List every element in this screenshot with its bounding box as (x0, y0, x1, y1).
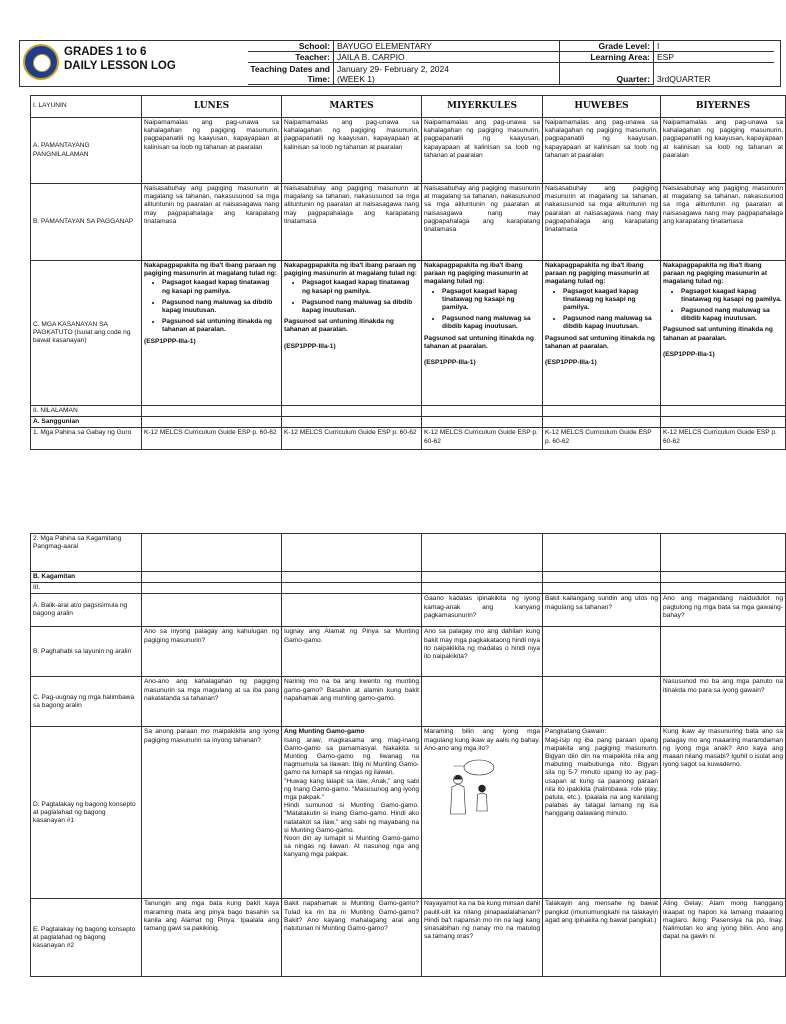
cell-c-bullet-2: • Pagsunod nang maluwag sa dibdib kapag inuutusan. (563, 315, 658, 331)
teacher-value: JAILA B. CARPIO (334, 52, 560, 63)
kagamitan-label: B. Kagamitan (31, 572, 142, 583)
header-info-grid (248, 41, 774, 85)
empty-cell (422, 406, 543, 417)
cell-c-bullet-3-text: Pagsunod sat untuning itinakda ng tahanan at paaralan. (663, 326, 773, 342)
empty-cell (543, 406, 661, 417)
cell-pe-miyerkules: Nayayamot ka na ba kung minsan dahil paulit-ulit ka nilang pinapaalalahanan? Hindi ba't napansin mo rin na lagi kang sinasabihan ng nanay mo na matulog sa tamang oras? (422, 899, 543, 977)
day-header-biyernes: BIYERNES (661, 96, 786, 118)
cell-c-lunes (142, 261, 282, 406)
cell-c-code: (ESP1PPP-IIIa-1) (545, 359, 597, 367)
cell-a-lunes: Naipamamalas ang pag-unawa sa kahalagahan ng pagiging masunurin, pagpapanatili ng kaayusan, kapayapaan at kalinisan sa loob ng tahanan at paaralan (142, 118, 282, 184)
empty-cell (422, 677, 543, 727)
grade-level-label: Grade Level: (560, 41, 654, 52)
header-block (19, 40, 781, 87)
mother-body (451, 784, 466, 814)
balik-aral-label: A. Balik-aral at/o pagsisimula ng bagong aralin (31, 594, 142, 627)
cell-c-code: (ESP1PPP-IIIa-1) (284, 342, 336, 350)
title-line-1: GRADES 1 to 6 (64, 46, 147, 58)
cell-pd-lunes: Sa anong paraan mo maipakikita ang iyong pagiging masunurin sa inyong tahanan? (142, 727, 282, 899)
cell-c-miyerkules (422, 261, 543, 406)
school-value: BAYUGO ELEMENTARY (334, 41, 560, 52)
child-head (478, 785, 486, 793)
empty-cell (661, 417, 786, 428)
document-title (64, 45, 176, 73)
empty-cell (661, 572, 786, 583)
cell-b-lunes: Naisasabuhay ang pagiging masunurin at magalang sa tahanan, nakasusunod sa mga alituntunin ng paaralan at naisasagawa nang may pagpapahalaga ang karapatang tinatamasa (142, 184, 282, 261)
story-paragraph-2: "Huwag kang lalapit sa ilaw, Anak," ang sabi ng Inang Gamo-gamo. "Masusunog ang iyong mga pakpak." (284, 777, 419, 802)
cell-pc-lunes: Ano-ano ang kahalagahan ng pagiging masunurin sa mga magulang at sa iba pang nakatatanda sa tahanan? (142, 677, 282, 727)
cell-b-huwebes: Naisasabuhay ang pagiging masunurin at magalang sa tahanan, nakasusunod sa mga alituntunin ng paaralan at naisasagawa nang may pagpapahalaga ang karapatang tinatamasa (543, 184, 661, 261)
day-header-lunes: LUNES (142, 96, 282, 118)
empty-cell (282, 406, 422, 417)
cell-a-huwebes: Naipamamalas ang pag-unawa sa kahalagahan ng pagiging masunurin, pagpapanatili ng kaayusan, kapayapaan at kalinisan sa loob ng tahanan at paaralan (543, 118, 661, 184)
empty-cell (543, 417, 661, 428)
cell-c-bullet-2: • Pagsunod nang maluwag sa dibdib kapag inuutusan. (442, 315, 540, 331)
empty-cell (142, 572, 282, 583)
story-paragraph-3: Hindi sumunod si Munting Gamo-gamo. "Matatakutin si Inang Gamo-gamo. Hindi ako natatakot sa ilaw," ang sabi ng mayabang na si Munting Gamo-gamo. (284, 802, 419, 834)
cell-c-bullet-1: • Pagsagot kaagad kapag tinatawag ng kasapi ng pamilya. (162, 279, 279, 295)
cell-a-martes: Naipamamalas ang pag-unawa sa kahalagahan ng pagiging masunurin, pagpapanatili ng kaayusan, kapayapaan at kalinisan sa loob ng tahanan at paaralan (282, 118, 422, 184)
cell-a-biyernes: Naipamamalas ang pag-unawa sa kahalagahan ng pagiging masunurin, pagpapanatili ng kaayusan, kapayapaan at kalinisan sa loob ng tahanan at paaralan (661, 118, 786, 184)
deped-seal-icon (23, 44, 59, 80)
lesson-table-part-2 (30, 533, 786, 977)
kasanayan-sa-pagkatuto-label: C. MGA KASANAYAN SA PAGKATUTO (Isulat ang code ng bawat kasanayan) (31, 261, 142, 406)
quarter-label: Quarter: (560, 63, 654, 85)
sanggunian-label: A. Sanggunian (31, 417, 142, 428)
cell-c-intro: Nakapagpapakita ng iba't ibang paraan ng pagiging masunurin at magalang tulad ng: (144, 262, 277, 278)
activity-title: Pangkatang Gawain: (545, 728, 607, 736)
empty-cell (282, 572, 422, 583)
dates-label-line-1: Teaching Dates and (250, 64, 330, 74)
cell-gabay-biyernes: K-12 MELCS Curriculum Guide ESP p. 60-62 (661, 428, 786, 450)
cell-b-miyerkules: Naisasabuhay ang pagiging masunurin at magalang sa tahanan, nakasusunod sa mga alituntunin ng paaralan at naisasagawa nang may pagpapahalaga ang karapatang tinatamasa (422, 184, 543, 261)
empty-cell (543, 677, 661, 727)
learning-area-value: ESP (654, 52, 774, 63)
cell-c-bullet-1: • Pagsagot kaagad kapag tinatawag ng kasapi ng pamilya. (563, 288, 658, 313)
pamantayan-sa-pagganap-label: B. PAMANTAYAN SA PAGGANAP (31, 184, 142, 261)
cell-c-intro: Nakapagpapakita ng iba't ibang paraan ng pagiging masunurin at magalang tulad ng: (545, 262, 650, 286)
cell-gabay-martes: K-12 MELCS Curriculum Guide ESP p. 60-62 (282, 428, 422, 450)
cell-c-bullet-2: • Pagsunod nang maluwag sa dibdib kapag inuutusan. (162, 299, 279, 315)
cell-pd-miyerkules (422, 727, 543, 899)
empty-cell (142, 417, 282, 428)
cell-c-bullet-1: • Pagsagot kaagad kapag tinatawag ng kasapi ng pamilya. (302, 279, 419, 295)
pag-uugnay-label: C. Pag-uugnay ng mga halimbawa sa bagong aralin (31, 677, 142, 727)
speech-bubble (464, 760, 494, 775)
cell-c-code: (ESP1PPP-IIIa-1) (144, 337, 196, 345)
day-header-miyerkules: MIYERKULES (422, 96, 543, 118)
title-line-2: DAILY LESSON LOG (64, 60, 176, 72)
empty-cell (543, 534, 661, 572)
cell-c-martes (282, 261, 422, 406)
school-label: School: (248, 41, 334, 52)
empty-cell (422, 534, 543, 572)
cell-c-intro: Nakapagpapakita ng iba't ibang paraan ng pagiging masunurin at magalang tulad ng: (284, 262, 417, 278)
gabay-ng-guro-label: 1. Mga Pahina sa Gabay ng Guro (31, 428, 142, 450)
kagamitang-pangmag-aaral-label: 2. Mga Pahina sa Kagamitang Pangmag-aaral (31, 534, 142, 572)
cell-c-bullet-3-text: Pagsunod sat untuning itinakda ng tahanan at paaralan. (545, 334, 655, 350)
empty-cell (282, 534, 422, 572)
cell-c-bullet-3-text: Pagsunod sat untuning itinakda ng tahanan at paaralan. (424, 334, 534, 350)
empty-cell (282, 583, 422, 594)
pamantayang-pangnilalaman-label: A. PAMANTAYANG PANGNILALAMAN (31, 118, 142, 184)
cell-pb-lunes: Ano sa inyong palagay ang kahulugan ng pagiging masunurin? (142, 627, 282, 677)
cell-pe-martes: Bakit napahamak si Munting Gamo-gamo? Tulad ka rin ba ni Munting Gamo-gamo? Bakit? Ano kayang mahalagang aral ang natutunan ni Munting Gamo-gamo? (282, 899, 422, 977)
cell-c-bullet-1: • Pagsagot kaagad kapag tinatawag ng kasapi ng pamilya. (681, 288, 783, 304)
cell-c-bullet-1: • Pagsagot kaagad kapag tinatawag ng kasapi ng pamilya. (442, 288, 540, 313)
pagtalakay-1-label: D. Pagtalakay ng bagong konsepto at paglalahad ng bagong kasanayan #1 (31, 727, 142, 899)
learning-area-label: Learning Area: (560, 52, 654, 63)
pagtalakay-2-label: E. Pagtalakay ng bagong konsepto at paglalahad ng bagong kasanayan #2 (31, 899, 142, 977)
nilalaman-label: II. NILALAMAN (31, 406, 142, 417)
empty-cell (142, 406, 282, 417)
cell-pb-martes: Iugnay ang Alamat ng Pinya sa Munting Gamo-gamo. (282, 627, 422, 677)
story-paragraph-4: Noon din ay lumapit si Munting Gamo-gamo sa ningas ng ilawan. At nasunog nga ang kanyang mga pakpak. (284, 835, 419, 859)
cell-c-bullet-2: • Pagsunod nang maluwag sa dibdib kapag inuutusan. (681, 307, 783, 323)
cell-c-code: (ESP1PPP-IIIa-1) (663, 350, 715, 358)
iii-label: III. (31, 583, 142, 594)
empty-cell (422, 417, 543, 428)
day-header-martes: MARTES (282, 96, 422, 118)
empty-cell (661, 406, 786, 417)
cell-c-bullet-2: • Pagsunod nang maluwag sa dibdib kapag inuutusan. (302, 299, 419, 315)
cell-pd-biyernes: Kung ikaw ay masunuring bata ano sa palagay mo ang maaaring maramdaman ng iyong mga anak? Ano kaya ang maaari nilang masabi? Iguhit o isulat ang iyong sagot sa kuwaderno. (661, 727, 786, 899)
empty-cell (543, 583, 661, 594)
dates-label (248, 63, 334, 85)
cell-c-bullet-3-text: Pagsunod sat untuning itinakda ng tahanan at paaralan. (284, 318, 394, 334)
empty-cell (543, 572, 661, 583)
cell-pa-huwebes: Bakit kailangang sundin ang utos ng magulang sa tahanan? (543, 594, 661, 627)
empty-cell (661, 534, 786, 572)
teacher-label: Teacher: (248, 52, 334, 63)
dates-label-line-2: Time: (307, 74, 330, 84)
empty-cell (142, 594, 282, 627)
cell-c-intro: Nakapagpapakita ng iba't ibang paraan ng pagiging masunurin at magalang tulad ng: (663, 262, 768, 286)
child-body (477, 793, 488, 811)
story-paragraph-1: Isang araw, magkasama ang mag-inang Gamo-gamo sa pamamasyal. Nakakita si Munting Gamo-gamo ng liwanag na nagmumula sa ilawan. Ibig ni Munting Gamo-gamo na lumapit sa ningas ng ilawan. (284, 736, 419, 777)
cell-gabay-miyerkules: K-12 MELCS Curriculum Guide ESP p. 60-62 (422, 428, 543, 450)
empty-cell (282, 417, 422, 428)
dates-value-line-1: January 29- February 2, 2024 (337, 64, 449, 74)
day-header-huwebes: HUWEBES (543, 96, 661, 118)
cell-gabay-huwebes: K-12 MELCS Curriculum Guide ESP p. 60-62 (543, 428, 661, 450)
empty-cell (661, 627, 786, 677)
layunin-label: I. LAYUNIN (31, 96, 142, 118)
cell-pe-lunes: Tanungin ang mga bata kung bakit kaya maraming mata ang pinya bago basahin sa kanila ang Alamat ng Pinya. Ipaalala ang tamang gawi sa pakikinig. (142, 899, 282, 977)
empty-cell (422, 572, 543, 583)
cell-pc-martes: Narinig mo na ba ang kwento ng munting gamo-gamo? Basahin at alamin kung bakit napahamak ang munting gamo-gamo. (282, 677, 422, 727)
empty-cell (661, 583, 786, 594)
cell-pb-miyerkules: Ano sa palagay mo ang dahilan kung bakit may mga pagkakataong hindi niya ito naipakikita ng madalas o hindi niya ito naipakikita? (422, 627, 543, 677)
cell-b-martes: Naisasabuhay ang pagiging masunurin at magalang sa tahanan, nakasusunod sa mga alituntunin ng paaralan at naisasagawa nang may pagpapahalaga ang karapatang tinatamasa (282, 184, 422, 261)
activity-text: Mag-isip ng iba pang paraan upang maipakita ang pagiging masunurin. Bigyan diin din na maipakita nila ang mabuting maibubunga nito. Bigyan sila ng 5-7 minuto upang ito ay pag-usapan at kung sa paanong paraan nila ito ipakikita (halimbawa: role play, patula, etc.). Ipaalala na ang kanilang palabas ay tatagal lamang ng isa hanggang dalawang minuto. (545, 736, 658, 818)
cell-pe-biyernes: Aling Gelay: Alam mong hanggang ikaapat ng hapon ka lamang maaaring maglaro. Iking: Pasensiya na po, Inay. Nalimutan ko ang iyong bilin. Ano ang dapat na gawin ni (661, 899, 786, 977)
cell-c-code: (ESP1PPP-IIIa-1) (424, 359, 476, 367)
cell-pa-biyernes: Ano ang magandang naidudulot ng pagtulong ng mga bata sa mga gawaing-bahay? (661, 594, 786, 627)
empty-cell (422, 583, 543, 594)
cell-c-intro: Nakapagpapakita ng iba't ibang paraan ng pagiging masunurin at magalang tulad ng: (424, 262, 529, 286)
dates-value (334, 63, 560, 85)
cell-pe-huwebes: Talakayin ang mensahe ng bawat pangkat (imunumungkahi na talakayin agad ang ipinakita ng bawat pangkat.) (543, 899, 661, 977)
cell-gabay-lunes: K-12 MELCS Curriculum Guide ESP p. 60-62 (142, 428, 282, 450)
cell-pd-martes (282, 727, 422, 899)
cell-pc-biyernes: Nasusunod mo ba ang mga panuto na itinakda mo para sa iyong gawain? (661, 677, 786, 727)
cell-b-biyernes: Naisasabuhay ang pagiging masunurin at magalang sa tahanan, nakasusunod sa mga alituntunin ng paaralan at naisasagawa nang may pagpapahalaga ang karapatang tinatamasa (661, 184, 786, 261)
cell-c-huwebes (543, 261, 661, 406)
dates-value-line-2: (WEEK 1) (337, 74, 375, 84)
cell-c-biyernes (661, 261, 786, 406)
lesson-table-part-1 (30, 95, 786, 450)
grade-level-value: I (654, 41, 774, 52)
cell-a-miyerkules: Naipamamalas ang pag-unawa sa kahalagahan ng pagiging masunurin, pagpapanatili ng kaayusan, kapayapaan at kalinisan sa loob ng tahanan at paaralan (422, 118, 543, 184)
mother-child-illustration (424, 757, 516, 817)
empty-cell (142, 534, 282, 572)
story-title: Ang Munting Gamo-gamo (284, 728, 365, 736)
mother-hair (454, 775, 463, 780)
empty-cell (142, 583, 282, 594)
quarter-value: 3rdQUARTER (657, 74, 711, 84)
paghahabi-label: B. Paghahabi sa layunin ng aralin (31, 627, 142, 677)
cell-c-bullet-3: • Pagsunod sat untuning itinakda ng tahanan at paaralan. (162, 318, 279, 334)
empty-cell (543, 627, 661, 677)
cell-pa-miyerkules: Gaano kadalas ipinakikita ng iyong kamag-anak ang kanyang pagkamasunurin? (422, 594, 543, 627)
cell-pd-huwebes (543, 727, 661, 899)
cell-pd-miyerkules-text: Maraming bilin ang iyong mga magulang kung ikaw ay aalis ng bahay. Ano-ano ang mga ito? (424, 728, 540, 752)
empty-cell (282, 594, 422, 627)
